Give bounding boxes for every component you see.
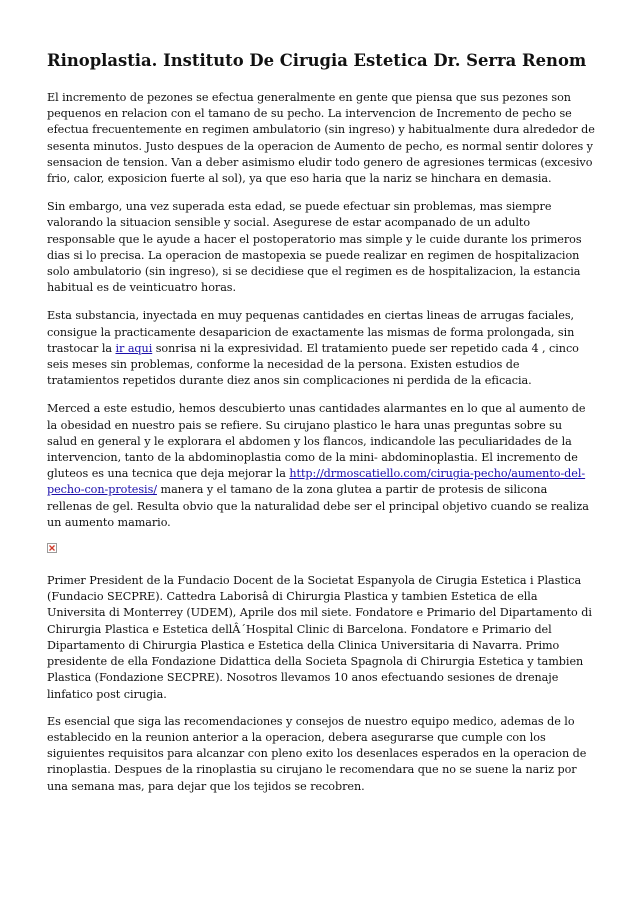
broken-image-icon [47, 543, 57, 553]
paragraph-4-text-after: manera y el tamano de la zona glutea a partir de protesis de silicona rellenas de gel. Resulta obvio que la naturalidad debe ser el principal objetivo cuando se realiza un aumento mamario. [47, 483, 589, 529]
paragraph-5: Primer President de la Fundacio Docent de la Societat Espanyola de Cirugia Estetica i Plastica (Fundacio SECPRE). Cattedra Laborisâ di Chirurgia Plastica y tambien Estetica de ella Universita di Monterrey (UDEM), Aprile dos mil siete. Fondatore e Primario del Dipartamento di Chirurgia Plastica e Estetica dellÂ´Hospital Clinic di Barcelona. Fondatore e Primario del Dipartamento di Chirurgia Plastica e Estetica della Clinica Universitaria di Navarra. Primo presidente de ella Fondazione Didattica della Societa Spagnola di Chirurgia Estetica y tambien Plastica (Fondazione SECPRE). Nosotros llevamos 10 anos efectuando sesiones de drenaje linfatico post cirugia. [47, 574, 592, 701]
broken-image-x-icon [49, 545, 55, 551]
paragraph-3-text-after: sonrisa ni la expresividad. El tratamiento puede ser repetido cada 4 , cinco seis meses sin problemas, conforme la necesidad de la persona. Existen estudios de tratamientos repetidos durante diez anos sin complicaciones ni perdida de la eficacia. [47, 341, 579, 388]
paragraph-3-text-before: Esta substancia, inyectada en muy pequenas cantidades en ciertas lineas de arrugas faciales, consigue la practicamente desaparicion de exactamente las mismas de forma prolongada, sin trastocar la [47, 309, 575, 355]
paragraph-4 [47, 401, 595, 531]
document-page [47, 50, 595, 807]
paragraph-6: Es esencial que siga las recomendaciones y consejos de nuestro equipo medico, ademas de lo establecido en la reunion anterior a la operacion, debera asegurarse que cumple con los siguientes requisitos para alcanzar con pleno exito los desenlaces esperados en la operacion de rinoplastia. Despues de la rinoplastia su cirujano le recomendara que no se suene la nariz por una semana mas, para dejar que los tejidos se recobren. [47, 714, 587, 793]
ir-aqui-link[interactable]: ir aqui [115, 341, 153, 355]
paragraph-4-text-before: Merced a este estudio, hemos descubierto unas cantidades alarmantes en lo que al aumento de la obesidad en nuestro pais se refiere. Su cirujano plastico le hara unas preguntas sobre su salud en general y le explorara el abdomen y los flancos, indicandole las peculiaridades de la intervencion, tanto de la abdominoplastia como de la mini- abdominoplastia. El incremento de gluteos es una tecnica que deja mejorar la [47, 402, 586, 481]
document-title: Rinoplastia. Instituto De Cirugia Estetica Dr. Serra Renom [47, 51, 587, 70]
paragraph-1: El incremento de pezones se efectua generalmente en gente que piensa que sus pezones son pequenos en relacion con el tamano de su pecho. La intervencion de Incremento de pecho se efectua frecuentemente en regimen ambulatorio (sin ingreso) y habitualmente dura alrededor de sesenta minutos. Justo despues de la operacion de Aumento de pecho, es normal sentir dolores y sensacion de tension. Van a deber asimismo eludir todo genero de agresiones termicas (excesivo frio, calor, exposicion fuerte al sol), ya que eso haria que la nariz se hinchara en demasia. [47, 91, 595, 186]
protesis-url-link[interactable]: http://drmoscatiello.com/cirugia-pecho/aumento-del-pecho-con-protesis/ [47, 467, 586, 497]
paragraph-3 [47, 308, 595, 389]
paragraph-2: Sin embargo, una vez superada esta edad, se puede efectuar sin problemas, mas siempre valorando la situacion sensible y social. Asegurese de estar acompanado de un adulto responsable que le ayude a hacer el postoperatorio mas simple y le cuide durante los primeros dias si lo precisa. La operacion de mastopexia se puede realizar en regimen de hospitalizacion solo ambulatorio (sin ingreso), si se decidiese que el regimen es de hospitalizacion, la estancia habitual es de veinticuatro horas. [47, 200, 582, 295]
